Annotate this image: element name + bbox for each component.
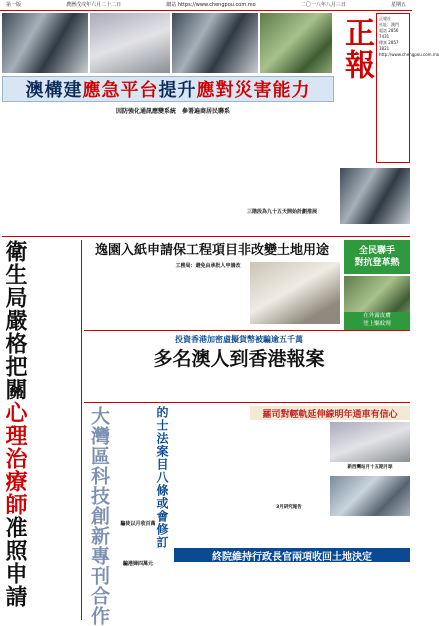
- lead-photo-3: [172, 13, 258, 73]
- caption-line-1: 在外露皮膚: [363, 313, 391, 319]
- story3-body: [138, 374, 340, 400]
- dengue-campaign-line-1: 全民聯手: [358, 246, 395, 256]
- bottom-mid-vertical-headline: [154, 406, 172, 549]
- lunar-date: 農曆戊戌年六月二十二日: [66, 2, 122, 8]
- dengue-photo-caption: [344, 312, 410, 330]
- lead-subheadline-2: 三階段為九十五天開始計劃推展: [246, 209, 317, 215]
- story4-photo-1: [330, 422, 410, 462]
- side-vertical-body: [48, 240, 78, 620]
- story4-headline: 羅司對輕軌延伸線明年通車有信心: [262, 409, 398, 420]
- lead-headline-red-1: 應急平台: [82, 80, 159, 101]
- dengue-campaign-box: [344, 240, 410, 274]
- lead-headline-mid: 提升: [158, 80, 197, 101]
- lead-headline-red-2: 應對災害能力: [196, 80, 311, 101]
- side-vertical-black-2: 准照申請: [2, 516, 27, 608]
- story2-subheadline: 工務局：避免由承批人申請改: [175, 263, 241, 269]
- story4-body: [250, 516, 410, 546]
- lead-photo-1: [2, 13, 88, 73]
- story2-photo: [250, 262, 340, 324]
- story3-right-text: [344, 334, 410, 400]
- gregorian-date: 二〇一八年八月三日: [300, 2, 346, 8]
- info-line-4: 傳真 2857 3821: [379, 40, 399, 51]
- bottom-story-body: [174, 564, 410, 620]
- lead-text-column-1: [2, 106, 114, 231]
- story4-headline-band: [250, 406, 410, 420]
- small-headline-2: 騙港婦四萬元: [122, 561, 153, 567]
- story3-headline: 多名澳人到香港報案: [153, 348, 325, 370]
- section-divider-1: [2, 236, 410, 237]
- weekday: 星期五: [390, 2, 406, 8]
- story2-headline: 逸園入紙申請保工程項目非改變土地用途: [94, 243, 329, 258]
- page-number: 第一版: [6, 2, 22, 8]
- lead-headline: [2, 76, 334, 102]
- top-info-bar: [0, 0, 412, 11]
- info-line-1: 正報社: [379, 16, 391, 21]
- column-divider-left: [81, 240, 82, 620]
- masthead: [336, 13, 376, 85]
- story3-kicker: 投資香港加密虛擬貨幣被騙逾五千萬: [175, 335, 303, 344]
- small-headline-1: 騙徒以月收百萬: [120, 521, 156, 527]
- info-line-5[interactable]: http://www.chengpou.com.mo: [379, 52, 439, 57]
- side-vertical-headline: [2, 240, 46, 620]
- lead-headline-pre: 澳構建: [25, 80, 83, 101]
- story2-text-column-2: [168, 274, 248, 324]
- dengue-campaign-line-2: 對抗登革熱: [354, 258, 400, 268]
- bottom-headline: 終院維持行政長官兩項收回土地決定: [212, 551, 372, 563]
- story2-text-column-1: [84, 262, 166, 324]
- bottom-headline-bar: [174, 548, 410, 562]
- side-vertical-red: 心理治療師: [2, 401, 27, 516]
- story4-photo-2: [330, 476, 410, 516]
- caption-line-2: 塗上驅蚊劑: [363, 321, 391, 327]
- bottom-mid-vertical-text: 的士法案目八條或會修訂: [155, 406, 169, 549]
- bottom-mid-body: [174, 406, 246, 516]
- publisher-info-box: [376, 13, 439, 163]
- section-divider-2: [84, 330, 410, 331]
- bottom-left-vertical-headline: [86, 406, 124, 626]
- lead-text-column-2: [116, 118, 228, 233]
- bottom-left-vertical-text: 大灣區科技創新專刊合作: [88, 406, 110, 626]
- story4-subheadline-1: 新西灣站月十五期月球: [347, 465, 393, 470]
- story4-subheadline-2: 3月研究報告: [276, 505, 302, 510]
- lead-text-column-3: [230, 106, 334, 206]
- section-divider-3: [84, 402, 410, 403]
- masthead-title: 正報: [339, 17, 374, 81]
- website-url[interactable]: 網站 https://www.chengpou.com.mo: [166, 2, 256, 8]
- story4-text-column-1: [250, 422, 328, 502]
- side-photo: [340, 168, 410, 224]
- lead-photo-2: [90, 13, 170, 73]
- lead-photo-4: [260, 13, 332, 73]
- story3-side-text: [84, 334, 136, 400]
- info-line-2: 社址：澳門: [379, 22, 399, 27]
- side-vertical-black-1: 衛生局嚴格把關: [2, 240, 27, 401]
- lead-subheadline-1: 因防強化通訊應變系統 參署遍商居民聯系: [116, 108, 231, 115]
- info-line-3: 電話 2856 7431: [379, 28, 399, 39]
- bottom-left-body: [126, 406, 152, 620]
